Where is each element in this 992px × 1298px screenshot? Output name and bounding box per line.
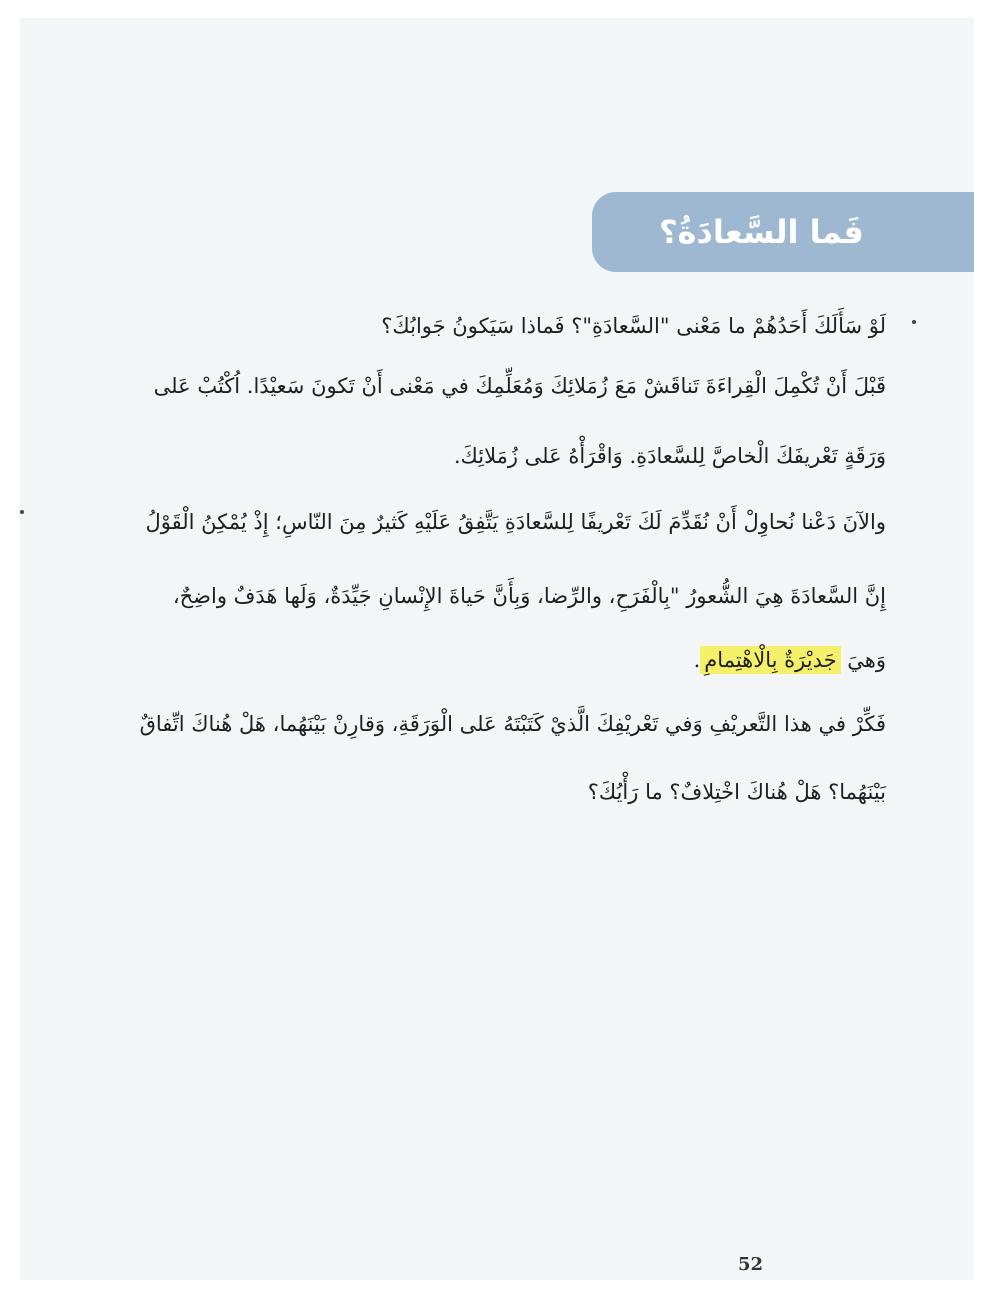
page-number: 52 xyxy=(738,1254,764,1275)
margin-mark xyxy=(20,510,24,514)
line-6-start: وَهيَ xyxy=(840,648,886,672)
textbook-page xyxy=(20,18,974,1280)
paragraph-line-6 xyxy=(80,642,886,678)
section-title: فَما السَّعادَةُ؟ xyxy=(658,213,864,251)
margin-mark xyxy=(912,320,916,324)
paragraph-line-4: والآنَ دَعْنا نُحاوِلْ أَنْ نُقَدِّمَ لَكَ تَعْريفًا لِلسَّعادَةِ يَتَّفِقُ عَلَيْهِ كَثيرٌ مِنَ النّاسِ؛ إِذْ يُمْكِنُ الْقَوْلُ xyxy=(145,510,886,534)
paragraph-line-7: فَكِّرْ في هذا التَّعريْفِ وَفي تَعْريْفِكَ الَّذيْ كَتَبْتَهُ عَلى الْوَرَقَةِ، وَقارِنْ بَيْنَهُما، هَلْ هُناكَ اتِّفاقٌ xyxy=(139,712,886,736)
paragraph-line-2: قَبْلَ أَنْ تُكْمِلَ الْقِراءَةَ تَناقَشْ مَعَ زُمَلائِكَ وَمُعَلِّمِكَ في مَعْنى أَنْ تَكونَ سَعيْدًا. اُكْتُبْ عَلى xyxy=(153,374,886,398)
highlighted-phrase: جَديْرَةٌ بِالْاهْتِمامِ xyxy=(700,646,840,674)
line-6-end: . xyxy=(693,648,701,672)
section-title-band xyxy=(592,192,974,272)
paragraph-line-3: وَرَقَةٍ تَعْريفَكَ الْخاصَّ لِلسَّعادَةِ. وَاقْرَأْهُ عَلى زُمَلائِكَ. xyxy=(453,444,886,468)
paragraph-line-1: لَوْ سَأَلَكَ أَحَدُهُمْ ما مَعْنى "السَّعادَةِ"؟ فَماذا سَيَكونُ جَوابُكَ؟ xyxy=(381,314,886,338)
paragraph-line-8: بَيْنَهُما؟ هَلْ هُناكَ اخْتِلافٌ؟ ما رَأْيُكَ؟ xyxy=(587,780,886,804)
paragraph-line-5: إِنَّ السَّعادَةَ هِيَ الشُّعورُ "بِالْفَرَحِ، والرِّضا، وَبِأَنَّ حَياةَ الإِنْسانِ جَيِّدَةٌ، وَلَها هَدَفٌ واضِحٌ، xyxy=(172,584,886,608)
